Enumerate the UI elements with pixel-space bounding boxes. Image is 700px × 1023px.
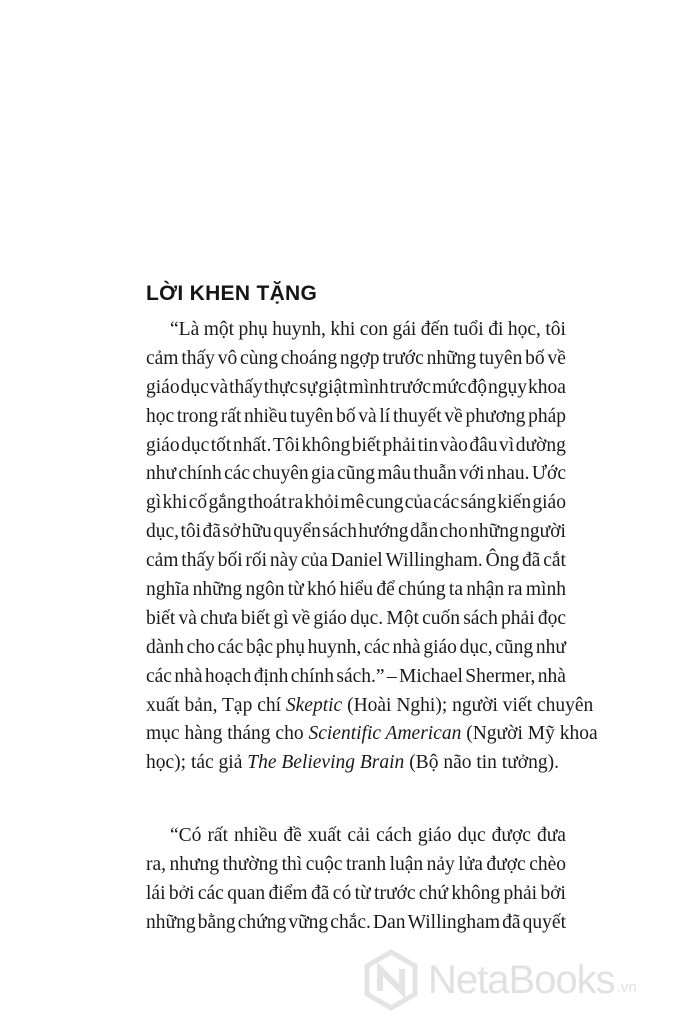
word: khỏi	[304, 492, 340, 514]
text-run: xuất bản, Tạp chí	[146, 694, 286, 716]
word: biết	[146, 607, 176, 629]
word: hiểu	[339, 579, 374, 601]
word: cùng	[240, 347, 278, 369]
word: “Có	[170, 825, 202, 846]
word: như	[535, 636, 566, 658]
word: choáng	[280, 347, 338, 369]
word: đã	[522, 550, 541, 572]
text-line	[146, 374, 566, 403]
word: hoạch	[204, 665, 252, 687]
word: giáo	[417, 825, 452, 846]
word: rất	[207, 825, 229, 846]
word: của	[300, 550, 328, 572]
word: cảm	[146, 550, 179, 572]
word: quyết	[522, 911, 566, 933]
word: độ	[467, 376, 487, 398]
word: bố	[525, 347, 545, 369]
word: nhất.	[232, 434, 272, 456]
word: cắt	[543, 550, 566, 572]
word: cách	[376, 825, 412, 846]
text-line	[146, 432, 566, 461]
word: mâu	[377, 463, 411, 485]
word: giật	[318, 376, 348, 398]
word: về	[291, 607, 311, 629]
word: chúng	[398, 579, 446, 601]
word: cho	[439, 521, 468, 543]
word: sự	[299, 376, 318, 398]
word: được	[491, 825, 531, 846]
word: “Là	[170, 319, 200, 340]
text-line	[146, 663, 566, 692]
word: khi	[330, 319, 356, 340]
word: thường	[222, 853, 279, 875]
word: ra	[287, 492, 304, 514]
word: vững	[288, 911, 329, 933]
word: dục	[180, 376, 209, 398]
word: ra	[507, 579, 523, 601]
word: Ông	[485, 550, 520, 572]
word: để	[376, 579, 395, 601]
word: nhà	[392, 636, 421, 658]
word: điểm	[268, 882, 308, 904]
word: tin	[417, 434, 439, 456]
word: huynh,	[307, 636, 362, 658]
word: xuất	[307, 825, 342, 846]
word: bằng	[197, 911, 236, 933]
word: phụ	[275, 636, 305, 658]
word: con	[359, 319, 388, 340]
word: Tôi	[272, 434, 300, 456]
word: pháp	[528, 405, 566, 427]
word: gia	[311, 463, 335, 485]
word: cuộc	[305, 853, 343, 875]
word: cung	[365, 492, 404, 514]
word: đã	[202, 521, 221, 543]
word: thoát	[247, 492, 287, 514]
word: Daniel	[330, 550, 383, 572]
word: Một	[386, 607, 419, 629]
word: phải	[503, 882, 538, 904]
word: lí	[379, 405, 391, 427]
word: có	[332, 882, 352, 904]
word: tuyên	[290, 405, 334, 427]
word: vì	[499, 434, 515, 456]
word: từ	[287, 579, 304, 601]
text-line	[146, 316, 566, 345]
word: giáo	[146, 434, 180, 456]
italic-title-skeptic: Skeptic	[285, 694, 343, 716]
word: và	[358, 405, 377, 427]
word: sách.”	[336, 665, 385, 687]
word: phải	[382, 434, 417, 456]
word: về	[444, 405, 463, 427]
word: gì	[273, 607, 289, 629]
word: vào	[439, 434, 468, 456]
word: trước	[374, 882, 416, 904]
word: quan	[227, 882, 266, 904]
word: với	[458, 463, 485, 485]
word: quyển	[273, 521, 321, 543]
word: chắc.	[330, 911, 371, 933]
text-line	[146, 345, 566, 374]
word: giáo	[532, 492, 566, 514]
word: hướng	[358, 521, 409, 543]
word: nhiều	[234, 825, 278, 846]
word: nảy	[426, 853, 455, 875]
word: tuyên	[479, 347, 523, 369]
word: biết	[351, 434, 381, 456]
text-run: (Bộ não tin tưởng).	[404, 752, 559, 774]
word: các	[217, 636, 244, 658]
word: các	[146, 665, 172, 687]
text-line	[146, 749, 566, 778]
text-run: mục hàng tháng cho	[146, 723, 309, 745]
word: dục	[457, 825, 486, 846]
italic-title-believing-brain: The Believing Brain	[247, 752, 405, 774]
word: đọc	[537, 607, 566, 629]
word: các	[224, 463, 251, 485]
word: mức	[432, 376, 467, 398]
word: mê	[340, 492, 365, 514]
word: dục,	[459, 636, 493, 658]
word: và	[209, 376, 229, 398]
word: sáng	[460, 492, 497, 514]
word: chứ	[418, 882, 448, 904]
text-line	[146, 634, 566, 663]
word: Ước	[531, 463, 566, 485]
word: –	[386, 665, 397, 687]
text-line	[146, 489, 566, 518]
word: ta	[448, 579, 463, 601]
word: giáo	[146, 376, 180, 398]
word: chưa	[200, 607, 238, 629]
word: bậc	[246, 636, 274, 658]
text-run: (Người Mỹ khoa	[461, 723, 598, 745]
word: đề	[283, 825, 302, 846]
word: này	[269, 550, 299, 572]
word: kiến	[497, 492, 532, 514]
word: nhận	[466, 579, 505, 601]
word: tôi	[545, 319, 566, 340]
word: dục.	[350, 607, 384, 629]
word: chèo	[529, 853, 566, 875]
word: phương	[465, 405, 526, 427]
word: cải	[347, 825, 371, 846]
word: cảm	[146, 347, 179, 369]
word: không	[301, 434, 351, 456]
word: tôi	[180, 521, 202, 543]
word: từ	[354, 882, 371, 904]
word: phụ	[238, 319, 268, 340]
word: ra,	[146, 853, 167, 875]
word: những	[146, 911, 196, 933]
word: tốt	[210, 434, 232, 456]
word: rối	[245, 550, 268, 572]
word: bối	[217, 550, 243, 572]
word: phải	[501, 607, 535, 629]
text-line	[146, 909, 566, 938]
word: những	[426, 347, 477, 369]
word: tranh	[346, 853, 387, 875]
word: Michael	[399, 665, 463, 687]
word: Willingham	[407, 911, 501, 933]
word: các	[197, 882, 224, 904]
text-line	[146, 403, 566, 432]
word: chính	[178, 463, 222, 485]
word: biết	[240, 607, 271, 629]
word: tuổi	[453, 319, 484, 340]
word: cuốn	[422, 607, 460, 629]
word: dẫn	[409, 521, 439, 543]
word: ngôn	[245, 579, 285, 601]
paragraph-1	[146, 316, 598, 778]
word: học	[146, 405, 175, 427]
text-line	[146, 576, 566, 605]
word: khó	[306, 579, 337, 601]
netabooks-watermark	[360, 948, 680, 1012]
word: đã	[310, 882, 330, 904]
word: cũng	[495, 636, 534, 658]
word: chuyên	[252, 463, 309, 485]
text-line	[146, 822, 566, 851]
word: các	[363, 636, 390, 658]
word: mình	[525, 579, 566, 601]
word: dường	[515, 434, 566, 456]
word: của	[404, 492, 432, 514]
text-line	[146, 460, 566, 489]
word: nghĩa	[146, 579, 190, 601]
word: đi	[488, 319, 504, 340]
word: dục	[181, 434, 210, 456]
word: đâu	[469, 434, 498, 456]
word: Dan	[373, 911, 406, 933]
word: về	[547, 347, 566, 369]
word: nhưng	[169, 853, 220, 875]
word: đưa	[536, 825, 566, 846]
word: rất	[220, 405, 242, 427]
text-line	[146, 720, 598, 749]
word: luận	[389, 853, 424, 875]
word: cũng	[337, 463, 376, 485]
word: dành	[146, 636, 184, 658]
word: như	[146, 463, 177, 485]
text-line	[146, 851, 566, 880]
word: khoa	[528, 376, 566, 398]
text-run: (Hoài Nghi); người viết chuyên	[342, 694, 594, 716]
word: nhau.	[486, 463, 530, 485]
word: người	[520, 521, 566, 543]
word: gì	[146, 492, 162, 514]
word: trước	[389, 376, 432, 398]
word: cho	[186, 636, 215, 658]
word: thì	[281, 853, 303, 875]
section-heading: LỜI KHEN TẶNG	[146, 282, 318, 305]
word: bởi	[540, 882, 566, 904]
word: học,	[507, 319, 541, 340]
word: nhà	[537, 665, 566, 687]
watermark-suffix: .vn	[616, 978, 637, 996]
word: giáo	[423, 636, 457, 658]
word: gái	[392, 319, 417, 340]
text-run: học); tác giả	[146, 752, 248, 774]
word: định	[253, 665, 289, 687]
word: Shermer,	[465, 665, 536, 687]
word: thực	[263, 376, 299, 398]
word: thấy	[181, 347, 215, 369]
word: hữu	[241, 521, 272, 543]
word: ngụy	[488, 376, 527, 398]
word: Willingham.	[385, 550, 483, 572]
word: thuẫn	[413, 463, 457, 485]
word: bố	[336, 405, 356, 427]
word: nhà	[174, 665, 203, 687]
word: nhiều	[244, 405, 288, 427]
word: đã	[502, 911, 521, 933]
word: lửa	[458, 853, 483, 875]
word: chứng	[237, 911, 287, 933]
word: dục,	[146, 521, 180, 543]
word: lái	[146, 882, 166, 904]
word: được	[486, 853, 526, 875]
word: cố	[188, 492, 208, 514]
word: sở	[222, 521, 241, 543]
word: bởi	[168, 882, 195, 904]
word: khi	[162, 492, 188, 514]
word: gắng	[208, 492, 247, 514]
watermark-brand: NetaBooks	[428, 957, 615, 1002]
text-line	[146, 547, 566, 576]
word: và	[178, 607, 197, 629]
word: sách	[322, 521, 357, 543]
word: một	[203, 319, 235, 340]
word: vô	[217, 347, 238, 369]
word: đến	[420, 319, 449, 340]
word: những	[469, 521, 519, 543]
word: trong	[176, 405, 219, 427]
netabooks-logo-icon	[360, 949, 422, 1011]
text-line	[146, 605, 566, 634]
word: trước	[382, 347, 424, 369]
word: ngợp	[339, 347, 380, 369]
word: chính	[290, 665, 335, 687]
text-line	[146, 518, 566, 547]
word: sách	[463, 607, 498, 629]
text-line	[146, 692, 594, 721]
word: giáo	[313, 607, 347, 629]
italic-title-scientific-american: Scientific American	[308, 723, 462, 745]
word: huynh,	[272, 319, 326, 340]
word: các	[433, 492, 460, 514]
text-line	[146, 880, 566, 909]
word: thấy	[181, 550, 215, 572]
word: không	[451, 882, 501, 904]
word: những	[192, 579, 243, 601]
paragraph-2	[146, 822, 566, 938]
word: thấy	[229, 376, 263, 398]
word: thuyết	[392, 405, 442, 427]
word: mình	[348, 376, 389, 398]
